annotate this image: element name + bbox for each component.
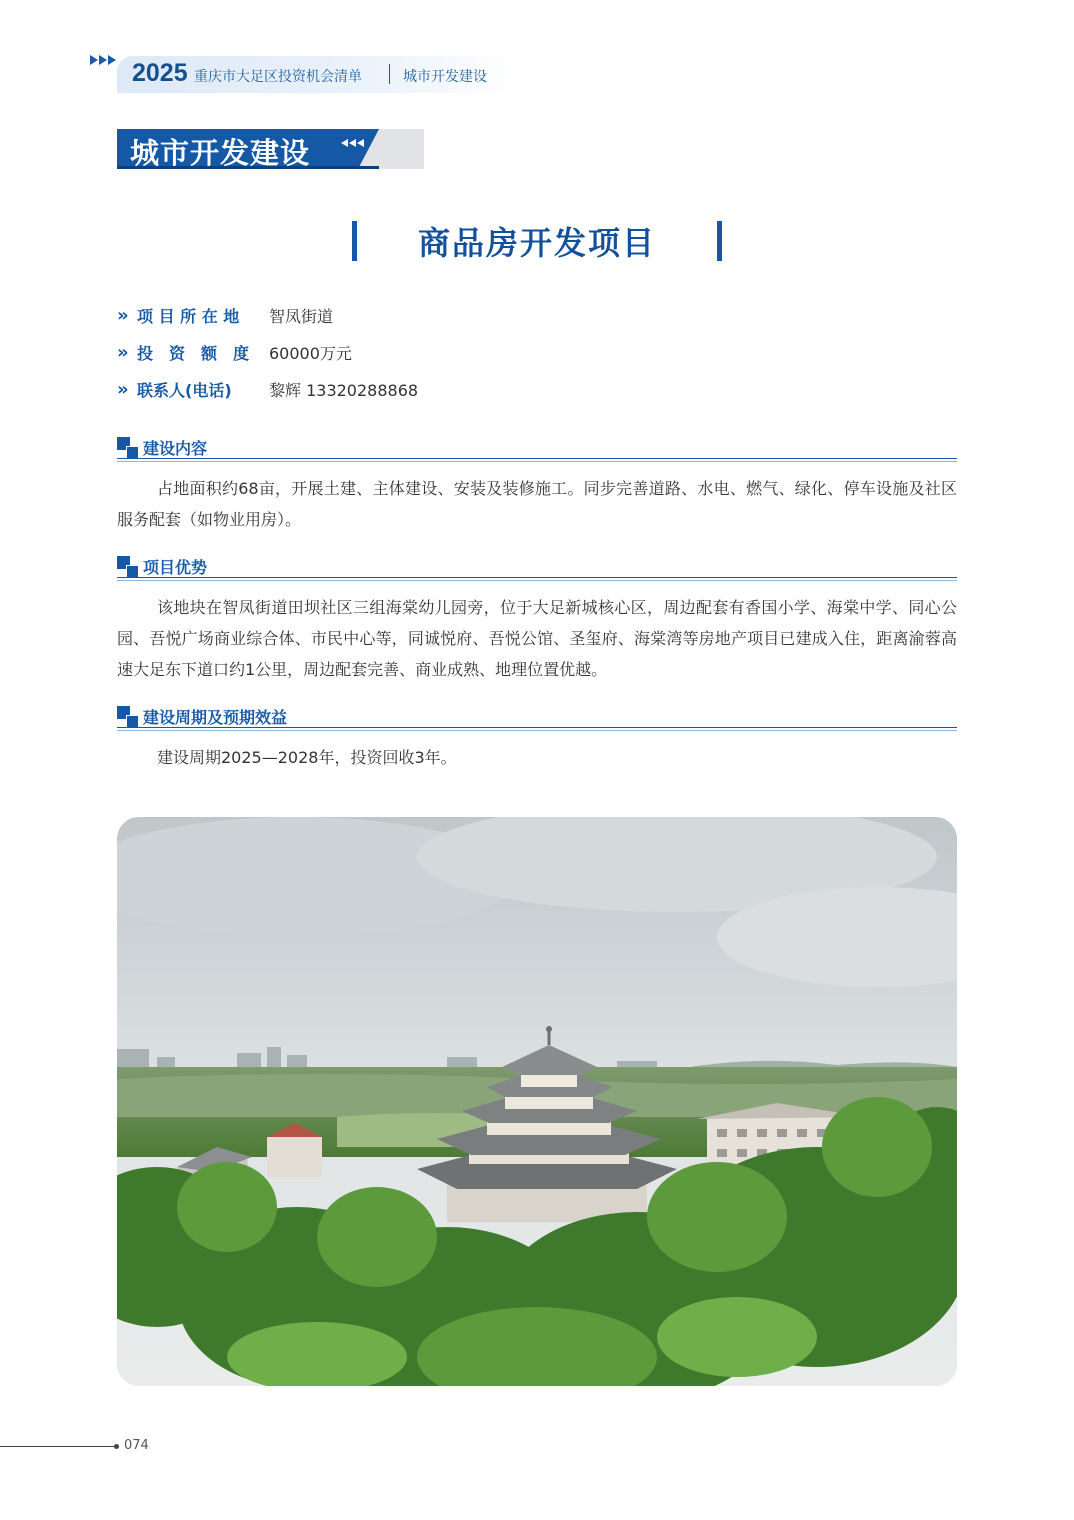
footer-rule	[0, 1446, 116, 1447]
page-number: 074	[124, 1438, 149, 1453]
header-section: 城市开发建设	[403, 69, 487, 85]
project-photo	[117, 817, 957, 1386]
section-rule-light	[117, 461, 957, 462]
section-header-schedule	[117, 706, 957, 736]
section-body: 占地面积约68亩，开展土建、主体建设、安装及装修施工。同步完善道路、水电、燃气、绿化、停车设施及社区服务配套（如物业用房）。	[117, 479, 957, 529]
section-body: 该地块在智凤街道田坝社区三组海棠幼儿园旁，位于大足新城核心区，周边配套有香国小学、海棠中学、同心公园、吾悦广场商业综合体、市民中心等，同诚悦府、吾悦公馆、圣玺府、海棠湾等房地产项目已建成入住，距离渝蓉高速大足东下道口约1公里，周边配套完善、商业成熟、地理位置优越。	[117, 598, 957, 679]
info-value: 60000万元	[269, 343, 352, 363]
section-title: 建设内容	[143, 439, 208, 458]
section-square-icon	[117, 706, 137, 726]
banner-arrows-icon	[341, 139, 364, 147]
info-row-contact	[117, 376, 418, 402]
section-square-icon	[117, 437, 137, 457]
section-title: 项目优势	[143, 558, 208, 577]
section-header-advantages	[117, 556, 957, 586]
info-value: 黎辉 13320288868	[269, 380, 419, 400]
chevron-right-icon: »	[117, 378, 129, 400]
section-square-icon	[117, 556, 137, 576]
chevron-right-icon: »	[117, 304, 129, 326]
section-rule-light	[117, 580, 957, 581]
section-rule	[117, 727, 957, 728]
info-row-investment	[117, 339, 352, 365]
info-row-location	[117, 302, 333, 328]
info-label: 联系人(电话)	[137, 380, 232, 400]
footer-dot	[114, 1444, 119, 1449]
section-body: 建设周期2025—2028年，投资回收3年。	[157, 748, 457, 767]
section-title: 建设周期及预期效益	[143, 708, 288, 727]
section-rule-light	[117, 730, 957, 731]
header-arrows-icon	[90, 55, 116, 65]
section-header-construction	[117, 437, 957, 467]
section-rule	[117, 577, 957, 578]
info-label: 项 目 所 在 地	[137, 306, 240, 326]
section-rule	[117, 458, 957, 459]
chevron-right-icon: »	[117, 341, 129, 363]
info-value: 智凤街道	[269, 306, 334, 326]
info-label: 投 资 额 度	[137, 343, 250, 363]
project-title: 商品房开发项目	[417, 224, 656, 262]
header-doc-title: 重庆市大足区投资机会清单	[194, 69, 362, 85]
banner-label: 城市开发建设	[130, 136, 311, 170]
header-year: 2025	[132, 59, 188, 87]
header-separator	[389, 64, 390, 84]
